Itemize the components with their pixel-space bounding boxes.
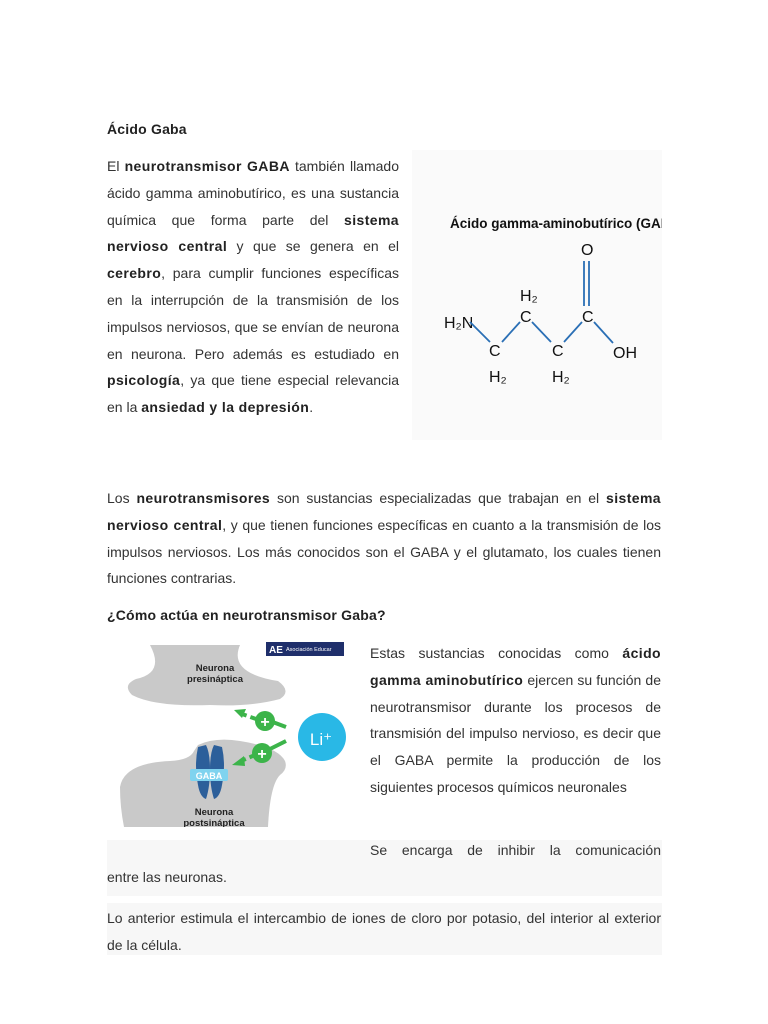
synapse-diagram <box>110 637 350 827</box>
carbon-3-label: C <box>552 343 564 360</box>
receptor-label: GABA <box>195 771 223 781</box>
carbon-2-h2-label: H₂ <box>520 288 538 305</box>
ion-exchange-paragraph: Lo anterior estimula el intercambio de iones de cloro por potasio, del interior al exterior de la célula. <box>107 910 661 953</box>
molecule-title: Ácido gamma-aminobutírico (GABA) <box>450 216 662 231</box>
postsynaptic-label-2: postsináptica <box>183 818 245 827</box>
inhibit-paragraph-lead: Se encarga de inhibir la comunicación <box>370 842 661 858</box>
heading-como-actua: ¿Cómo actúa en neurotransmisor Gaba? <box>107 607 386 623</box>
presynaptic-label-2: presináptica <box>187 674 243 685</box>
heading-acido-gaba: Ácido Gaba <box>107 121 187 137</box>
carbon-3-h2-label: H₂ <box>552 369 570 386</box>
gaba-function-paragraph: Estas sustancias conocidas como ácido gamma aminobutírico ejercen su función de neurotransmisor durante los procesos de transmisión del impulso nervioso, es decir que el GABA permite la producción de los siguientes procesos químicos neuronales <box>370 645 661 795</box>
neurotransmitters-paragraph: Los neurotransmisores son sustancias especializadas que trabajan en el sistema nervioso central, y que tienen funciones específicas en cuanto a la transmisión de los impulsos nerviosos. Los más conocidos son el GABA y el glutamato, los cuales tienen funciones contrarias. <box>107 490 661 587</box>
hydroxyl-label: OH <box>613 345 637 362</box>
gaba-molecule-figure <box>412 150 662 440</box>
presynaptic-label-1: Neurona <box>195 663 235 674</box>
plus-sign-top: + <box>260 714 270 731</box>
carbon-4-label: C <box>582 309 594 326</box>
carbon-1-label: C <box>489 343 501 360</box>
amine-label: H₂N <box>444 315 474 332</box>
postsynaptic-label-1: Neurona <box>194 807 234 818</box>
gaba-structure-diagram <box>412 150 662 440</box>
plus-sign-bottom: + <box>257 746 267 763</box>
logo-mark: AE <box>269 645 283 656</box>
intro-paragraph: El neurotransmisor GABA también llamado ácido gamma aminobutírico, es una sustancia química que forma parte del sistema nervioso central y que se genera en el cerebro, para cumplir funciones específicas en la interrupción de la transmisión de los impulsos nerviosos, que se envían de neurona en neurona. Pero además es estudiado en psicología, ya que tiene especial relevancia en la ansiedad y la depresión. <box>107 158 399 416</box>
logo-text: Asociación Educar <box>286 647 332 653</box>
inhibit-paragraph-rest: entre las neuronas. <box>107 869 227 885</box>
oxygen-label: O <box>581 242 594 259</box>
carbon-1-h2-label: H₂ <box>489 369 507 386</box>
carbon-2-label: C <box>520 309 532 326</box>
synapse-figure <box>110 637 350 827</box>
lithium-ion-label: Li⁺ <box>309 730 333 749</box>
